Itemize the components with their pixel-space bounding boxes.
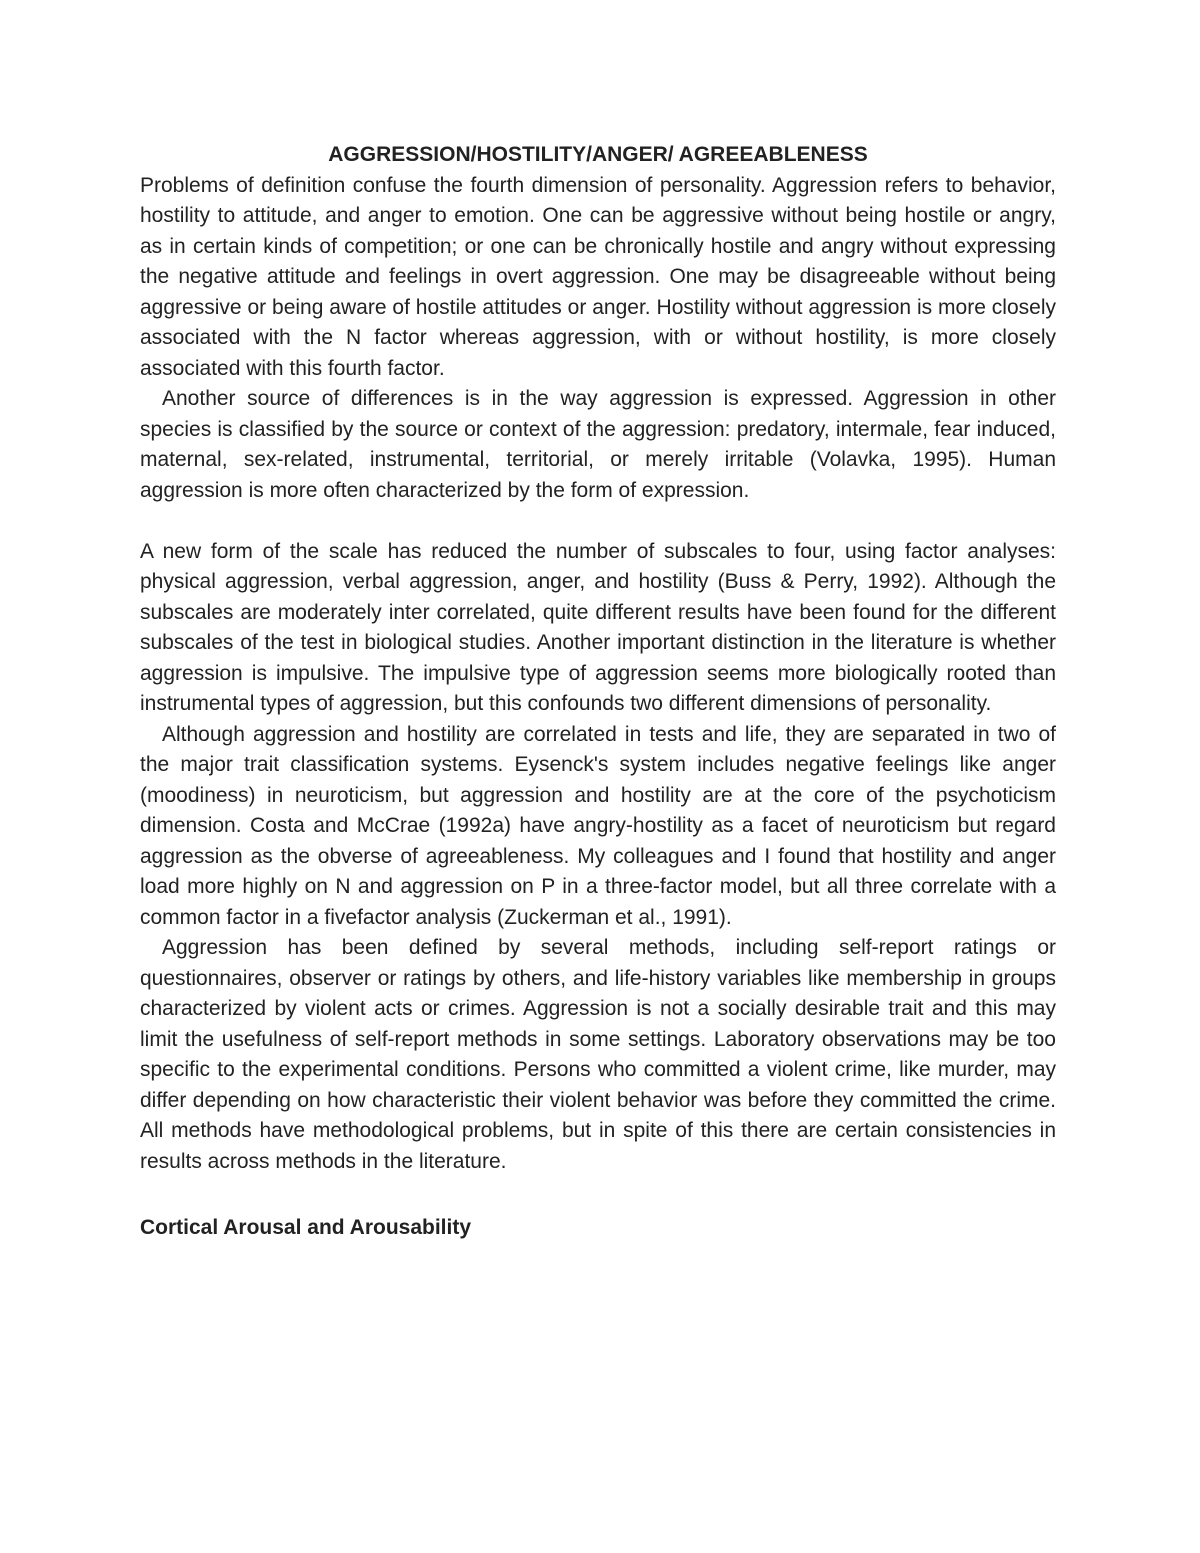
paragraph-definition: Problems of definition confuse the fourth dimension of personality. Aggression refers to behavior, hostility to attitude, and anger to emotion. One can be aggressive without being hostile or angry, as in certain kinds of competition; or one can be chronically hostile and angry without expressing the negative attitude and feelings in overt aggression. One may be disagreeable without being aggressive or being aware of hostile attitudes or anger. Hostility without aggression is more closely associated with the N factor whereas aggression, with or without hostility, is more closely associated with this fourth factor.	[140, 173, 1056, 380]
section-heading: Cortical Arousal and Arousability	[140, 1216, 472, 1239]
paragraph-subscales: A new form of the scale has reduced the number of subscales to four, using factor analyses: physical aggression, verbal aggression, anger, and hostility (Buss & Perry, 1992). Although the subscales are moderately inter correlated, quite different results have been found for the different subscales of the test in biological studies. Another important distinction in the literature is whether aggression is impulsive. The impulsive type of aggression seems more biologically rooted than instrumental types of aggression, but this confounds two different dimensions of personality.	[140, 539, 1056, 715]
document-page	[140, 140, 1056, 1244]
paragraph-trait-systems: Although aggression and hostility are correlated in tests and life, they are separated in two of the major trait classification systems. Eysenck's system includes negative feelings like anger (moodiness) in neuroticism, but aggression and hostility are at the core of the psychoticism dimension. Costa and McCrae (1992a) have angry-hostility as a facet of neuroticism but regard aggression as the obverse of agreeableness. My colleagues and I found that hostility and anger load more highly on N and aggression on P in a three-factor model, but all three correlate with a common factor in a fivefactor analysis (Zuckerman et al., 1991).	[140, 722, 1056, 929]
paragraph-sources-of-differences: Another source of differences is in the way aggression is expressed. Aggression in other species is classified by the source or context of the aggression: predatory, intermale, fear induced, maternal, sex-related, instrumental, territorial, or merely irritable (Volavka, 1995). Human aggression is more often characterized by the form of expression.	[140, 387, 1056, 502]
document-title: AGGRESSION/HOSTILITY/ANGER/ AGREEABLENESS	[328, 143, 868, 166]
paragraph-methods: Aggression has been defined by several methods, including self-report ratings or questionnaires, observer or ratings by others, and life-history variables like membership in groups characterized by violent acts or crimes. Aggression is not a socially desirable trait and this may limit the usefulness of self-report methods in some settings. Laboratory observations may be too specific to the experimental conditions. Persons who committed a violent crime, like murder, may differ depending on how characteristic their violent behavior was before they committed the crime. All methods have methodological problems, but in spite of this there are certain consistencies in results across methods in the literature.	[140, 936, 1056, 1173]
